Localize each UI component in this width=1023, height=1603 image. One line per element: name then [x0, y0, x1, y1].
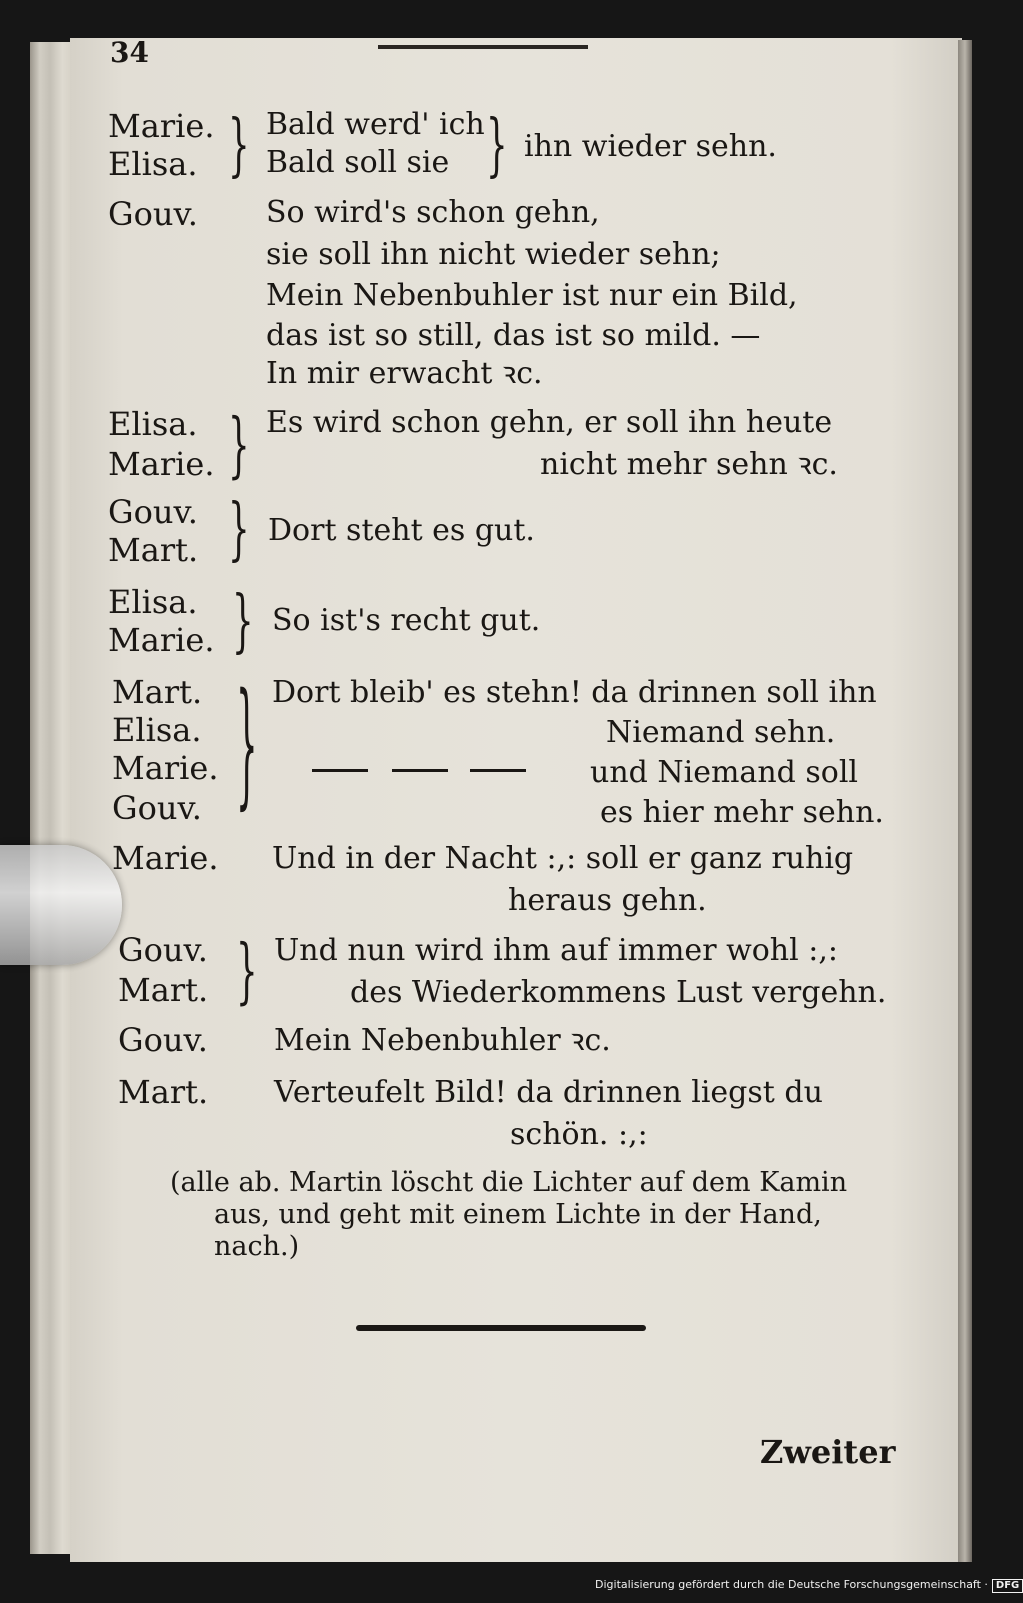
- speaker-label: Marie.: [108, 107, 215, 145]
- dash: [312, 769, 368, 772]
- dialogue-line: des Wiederkommens Lust vergehn.: [350, 975, 887, 1010]
- speaker-brace: }: [228, 403, 250, 488]
- speaker-brace: }: [232, 582, 254, 662]
- dialogue-line: Mein Nebenbuhler ꝛc.: [274, 1023, 611, 1058]
- speaker-label: Mart.: [112, 673, 203, 711]
- speaker-label: Elisa.: [108, 405, 198, 443]
- speaker-label: Gouv.: [112, 789, 202, 827]
- dialogue-line: Und in der Nacht :,: soll er ganz ruhig: [272, 841, 854, 876]
- dialogue-line: Bald werd' ich: [266, 107, 485, 142]
- speaker-label: Gouv.: [118, 931, 208, 969]
- dialogue-line: Niemand sehn.: [606, 715, 836, 750]
- catchword: Zweiter: [760, 1433, 896, 1471]
- lines-brace: }: [486, 106, 508, 186]
- speaker-label: Elisa.: [108, 145, 198, 183]
- speaker-label: Mart.: [118, 1073, 209, 1111]
- dialogue-line: sie soll ihn nicht wieder sehn;: [266, 237, 721, 272]
- dialogue-line: das ist so still, das ist so mild. —: [266, 318, 761, 353]
- stage-direction: nach.): [214, 1231, 300, 1262]
- dialogue-line: So ist's recht gut.: [272, 603, 541, 638]
- dialogue-line: In mir erwacht ꝛc.: [266, 356, 543, 391]
- dialogue-line: Es wird schon gehn, er soll ihn heute: [266, 405, 833, 440]
- book-gutter: [958, 40, 972, 1562]
- dialogue-line: und Niemand soll: [590, 755, 859, 790]
- dialogue-line: Verteufelt Bild! da drinnen liegst du: [274, 1075, 823, 1110]
- dialogue-line: Mein Nebenbuhler ist nur ein Bild,: [266, 278, 798, 313]
- page-clip: [0, 845, 122, 965]
- speaker-label: Elisa.: [112, 711, 202, 749]
- top-rule: [378, 45, 588, 49]
- dialogue-line: Und nun wird ihm auf immer wohl :,:: [274, 933, 839, 968]
- speaker-label: Marie.: [112, 839, 219, 877]
- dialogue-line: ihn wieder sehn.: [524, 129, 777, 164]
- dialogue-line: Dort steht es gut.: [268, 513, 535, 548]
- speaker-label: Marie.: [112, 749, 219, 787]
- dash: [470, 769, 526, 772]
- dialogue-line: Dort bleib' es stehn! da drinnen soll ihn: [272, 675, 877, 710]
- speaker-label: Marie.: [108, 445, 215, 483]
- speaker-label: Marie.: [108, 621, 215, 659]
- dialogue-line: es hier mehr sehn.: [600, 795, 884, 830]
- stage-direction: aus, und geht mit einem Lichte in der Hand,: [214, 1199, 822, 1230]
- dialogue-line: So wird's schon gehn,: [266, 195, 600, 230]
- dialogue-line: heraus gehn.: [508, 883, 707, 918]
- speaker-brace: }: [236, 666, 258, 826]
- dfg-logo: DFG: [992, 1579, 1023, 1593]
- dialogue-line: schön. :,:: [510, 1117, 648, 1152]
- speaker-brace: }: [228, 106, 250, 186]
- stage-direction: (alle ab. Martin löscht die Lichter auf dem Kamin: [170, 1167, 848, 1198]
- speaker-label: Gouv.: [108, 493, 198, 531]
- speaker-label: Mart.: [108, 531, 199, 569]
- end-rule: [356, 1325, 646, 1331]
- dash: [392, 769, 448, 772]
- speaker-label: Gouv.: [108, 195, 198, 233]
- speaker-label: Mart.: [118, 971, 209, 1009]
- dialogue-line: Bald soll sie: [266, 145, 450, 180]
- speaker-brace: }: [236, 929, 258, 1014]
- page-number: 34: [110, 36, 149, 69]
- digitization-credit: [595, 1578, 1023, 1593]
- dialogue-line: nicht mehr sehn ꝛc.: [540, 447, 838, 482]
- speaker-label: Gouv.: [118, 1021, 208, 1059]
- speaker-brace: }: [228, 490, 250, 570]
- speaker-label: Elisa.: [108, 583, 198, 621]
- credit-text: Digitalisierung gefördert durch die Deutsche Forschungsgemeinschaft ·: [595, 1578, 988, 1591]
